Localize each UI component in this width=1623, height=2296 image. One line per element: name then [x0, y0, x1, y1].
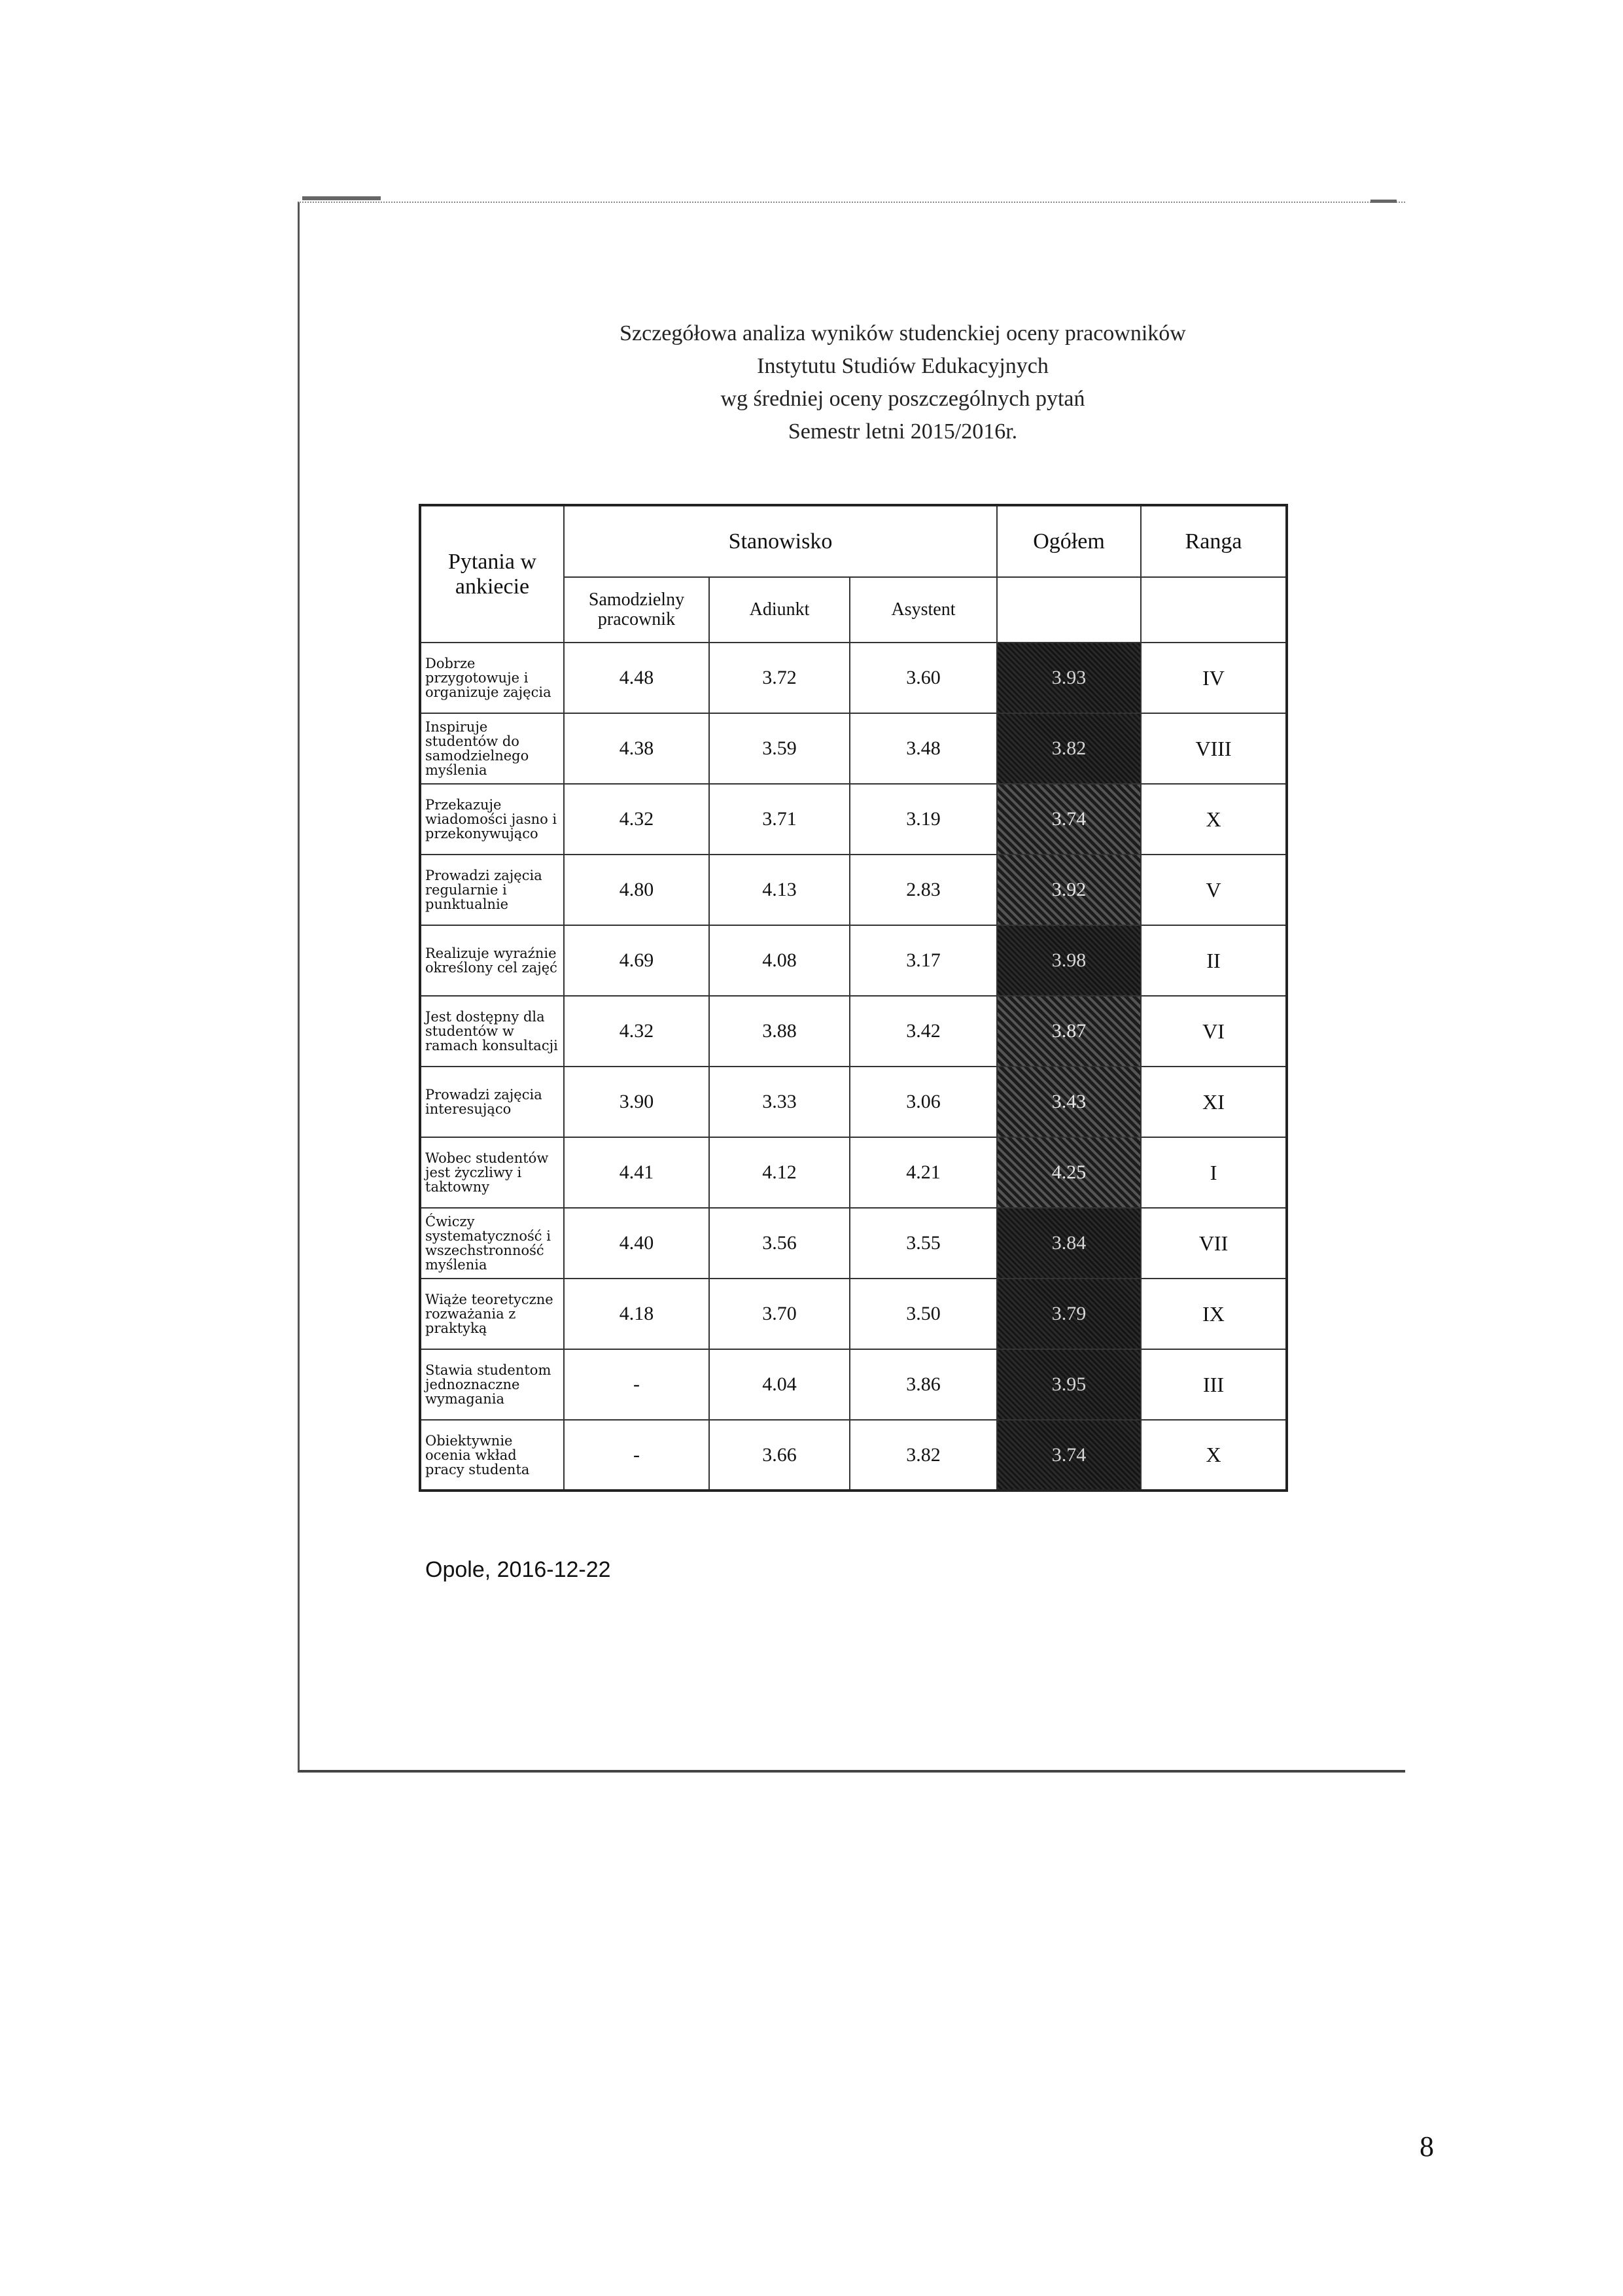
- header-adiunkt: Adiunkt: [709, 577, 850, 643]
- adiunkt-value: 3.66: [709, 1420, 850, 1491]
- samodzielny-value: 4.38: [564, 713, 709, 784]
- asystent-value: 3.50: [850, 1279, 997, 1349]
- document-title: [419, 317, 1387, 448]
- samodzielny-value: 4.41: [564, 1137, 709, 1208]
- header-rank-empty: [1141, 577, 1287, 643]
- table-row: [420, 713, 1287, 784]
- question-cell: Wiąże teoretyczne rozważania z praktyką: [420, 1279, 564, 1349]
- adiunkt-value: 4.12: [709, 1137, 850, 1208]
- samodzielny-value: -: [564, 1420, 709, 1491]
- scan-artifact-top: [302, 196, 381, 200]
- results-table: [419, 504, 1288, 1492]
- header-questions: Pytania w ankiecie: [420, 505, 564, 643]
- question-cell: Jest dostępny dla studentów w ramach konsultacji: [420, 996, 564, 1067]
- samodzielny-value: 4.32: [564, 784, 709, 855]
- overall-value: 3.43: [997, 1067, 1141, 1137]
- title-line-1: Szczegółowa analiza wyników studenckiej oceny pracowników: [620, 321, 1186, 345]
- table-row: [420, 1067, 1287, 1137]
- samodzielny-value: 4.18: [564, 1279, 709, 1349]
- samodzielny-value: 4.69: [564, 925, 709, 996]
- rank-value: VII: [1141, 1208, 1287, 1279]
- header-samodzielny: Samodzielny pracownik: [564, 577, 709, 643]
- overall-value: 3.82: [997, 713, 1141, 784]
- samodzielny-value: 4.80: [564, 855, 709, 925]
- question-cell: Stawia studentom jednoznaczne wymagania: [420, 1349, 564, 1420]
- adiunkt-value: 3.59: [709, 713, 850, 784]
- question-cell: Przekazuje wiadomości jasno i przekonywująco: [420, 784, 564, 855]
- asystent-value: 3.19: [850, 784, 997, 855]
- header-rank: Ranga: [1141, 505, 1287, 577]
- scan-artifact-corner: [1370, 200, 1397, 203]
- rank-value: VI: [1141, 996, 1287, 1067]
- adiunkt-value: 3.72: [709, 643, 850, 713]
- overall-value: 3.95: [997, 1349, 1141, 1420]
- header-overall-empty: [997, 577, 1141, 643]
- header-asystent: Asystent: [850, 577, 997, 643]
- adiunkt-value: 3.70: [709, 1279, 850, 1349]
- asystent-value: 3.48: [850, 713, 997, 784]
- rank-value: III: [1141, 1349, 1287, 1420]
- question-cell: Ćwiczy systematyczność i wszechstronność myślenia: [420, 1208, 564, 1279]
- overall-value: 3.98: [997, 925, 1141, 996]
- table-row: [420, 996, 1287, 1067]
- question-cell: Realizuje wyraźnie określony cel zajęć: [420, 925, 564, 996]
- samodzielny-value: 3.90: [564, 1067, 709, 1137]
- rank-value: II: [1141, 925, 1287, 996]
- asystent-value: 3.06: [850, 1067, 997, 1137]
- question-cell: Obiektywnie ocenia wkład pracy studenta: [420, 1420, 564, 1491]
- overall-value: 3.74: [997, 784, 1141, 855]
- samodzielny-value: 4.40: [564, 1208, 709, 1279]
- asystent-value: 3.86: [850, 1349, 997, 1420]
- question-cell: Dobrze przygotowuje i organizuje zajęcia: [420, 643, 564, 713]
- table-row: [420, 1279, 1287, 1349]
- question-cell: Inspiruje studentów do samodzielnego myślenia: [420, 713, 564, 784]
- rank-value: IV: [1141, 643, 1287, 713]
- rank-value: IX: [1141, 1279, 1287, 1349]
- adiunkt-value: 4.04: [709, 1349, 850, 1420]
- rank-value: I: [1141, 1137, 1287, 1208]
- rank-value: XI: [1141, 1067, 1287, 1137]
- overall-value: 3.87: [997, 996, 1141, 1067]
- overall-value: 3.92: [997, 855, 1141, 925]
- samodzielny-value: 4.32: [564, 996, 709, 1067]
- table-row: [420, 1420, 1287, 1491]
- asystent-value: 4.21: [850, 1137, 997, 1208]
- asystent-value: 3.55: [850, 1208, 997, 1279]
- overall-value: 3.84: [997, 1208, 1141, 1279]
- asystent-value: 2.83: [850, 855, 997, 925]
- adiunkt-value: 3.88: [709, 996, 850, 1067]
- rank-value: X: [1141, 784, 1287, 855]
- overall-value: 3.93: [997, 643, 1141, 713]
- adiunkt-value: 3.71: [709, 784, 850, 855]
- adiunkt-value: 3.56: [709, 1208, 850, 1279]
- overall-value: 3.74: [997, 1420, 1141, 1491]
- question-cell: Wobec studentów jest życzliwy i taktowny: [420, 1137, 564, 1208]
- rank-value: V: [1141, 855, 1287, 925]
- samodzielny-value: -: [564, 1349, 709, 1420]
- overall-value: 4.25: [997, 1137, 1141, 1208]
- header-overall: Ogółem: [997, 505, 1141, 577]
- table-row: [420, 855, 1287, 925]
- asystent-value: 3.60: [850, 643, 997, 713]
- table-row: [420, 1208, 1287, 1279]
- table-row: [420, 925, 1287, 996]
- header-position: Stanowisko: [564, 505, 997, 577]
- question-cell: Prowadzi zajęcia interesująco: [420, 1067, 564, 1137]
- adiunkt-value: 3.33: [709, 1067, 850, 1137]
- overall-value: 3.79: [997, 1279, 1141, 1349]
- title-line-2: Instytutu Studiów Edukacyjnych: [757, 354, 1049, 378]
- table-row: [420, 1349, 1287, 1420]
- adiunkt-value: 4.08: [709, 925, 850, 996]
- title-line-3: wg średniej oceny poszczególnych pytań: [720, 387, 1085, 411]
- asystent-value: 3.42: [850, 996, 997, 1067]
- title-line-4: Semestr letni 2015/2016r.: [788, 419, 1018, 444]
- adiunkt-value: 4.13: [709, 855, 850, 925]
- table-row: [420, 784, 1287, 855]
- asystent-value: 3.82: [850, 1420, 997, 1491]
- place-date: Opole, 2016-12-22: [425, 1557, 611, 1582]
- asystent-value: 3.17: [850, 925, 997, 996]
- page-number: 8: [1420, 2130, 1434, 2163]
- rank-value: VIII: [1141, 713, 1287, 784]
- question-cell: Prowadzi zajęcia regularnie i punktualnie: [420, 855, 564, 925]
- rank-value: X: [1141, 1420, 1287, 1491]
- table-row: [420, 1137, 1287, 1208]
- table-row: [420, 643, 1287, 713]
- samodzielny-value: 4.48: [564, 643, 709, 713]
